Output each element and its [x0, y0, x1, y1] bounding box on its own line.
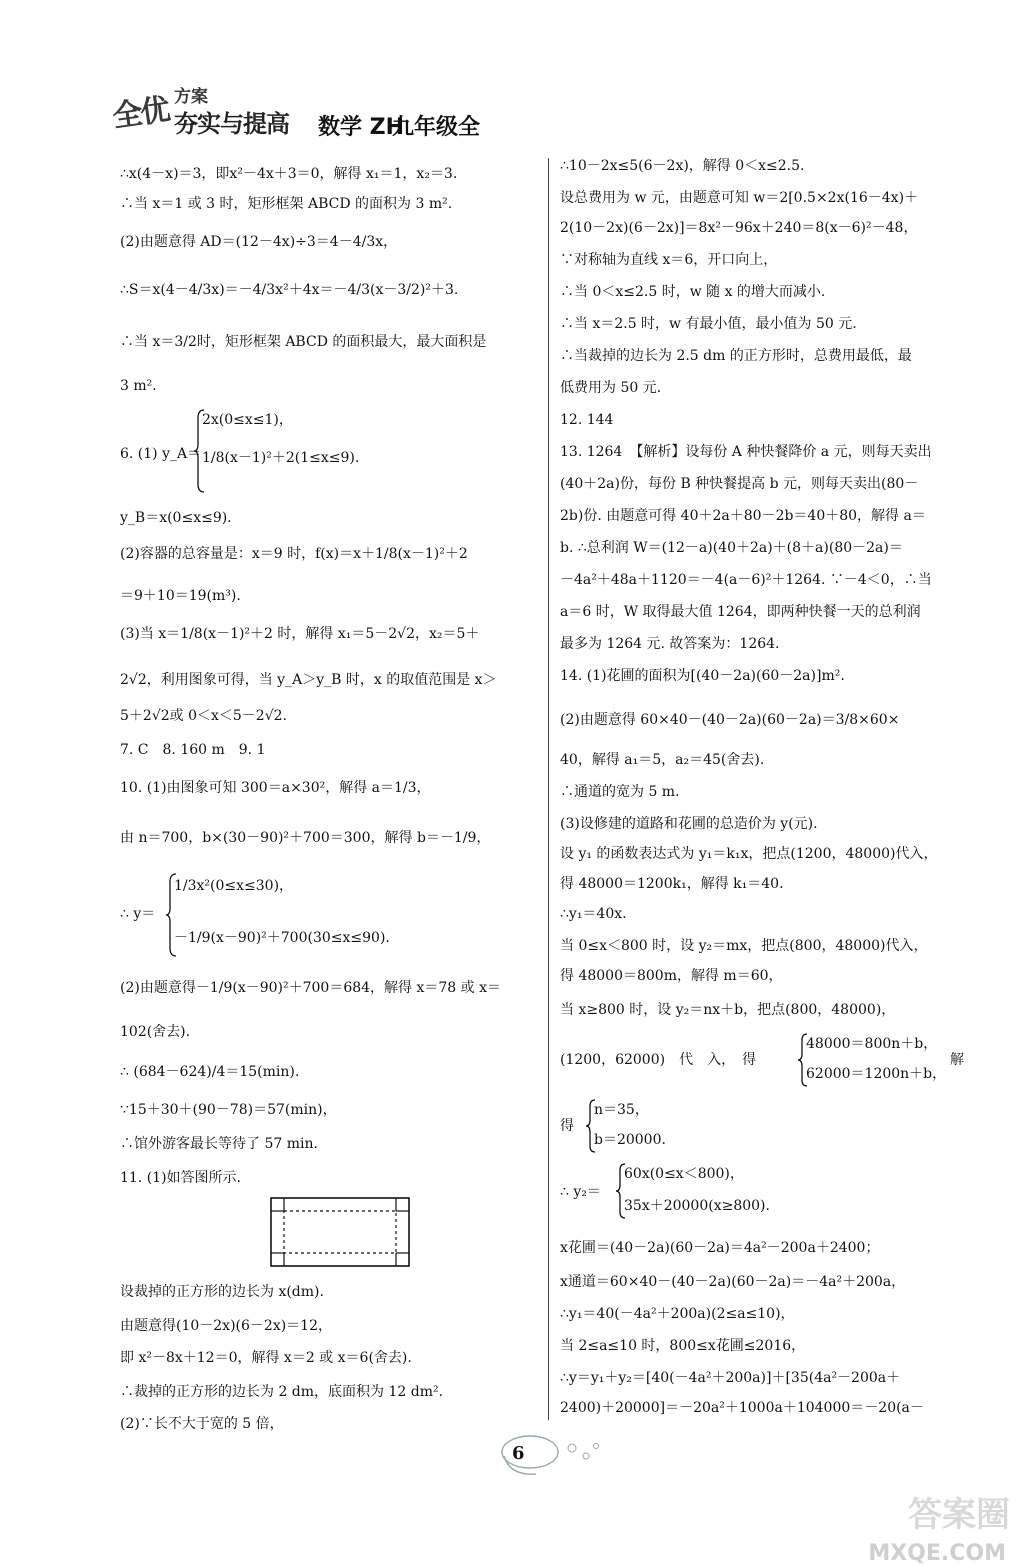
- answer-figure: [270, 1197, 410, 1267]
- answer-line: 最多为 1264 元. 故答案为：1264.: [560, 636, 780, 652]
- site-watermark: 答案圈: [908, 1495, 1010, 1535]
- answer-line: 14. (1)花圃的面积为[(40－2a)(60－2a)]m².: [560, 668, 845, 684]
- answer-line: 102(舍去).: [120, 1024, 191, 1040]
- answer-line: 40，解得 a₁＝5，a₂＝45(舍去).: [560, 752, 765, 768]
- system-eq-2: b＝20000.: [594, 1132, 666, 1148]
- answer-line: 当 x≥800 时，设 y₂＝nx＋b，把点(800，48000)，: [560, 1002, 896, 1018]
- answer-line: 当 2≤a≤10 时，800≤x花圃≤2016，: [560, 1338, 806, 1354]
- answer-line: (2)∵长不大于宽的 5 倍，: [120, 1416, 284, 1432]
- answer-line: 7. C 8. 160 m 9. 1: [120, 742, 266, 758]
- answer-line: x通道＝60×40－(40－2a)(60－2a)＝－4a²＋200a，: [560, 1274, 906, 1290]
- piecewise-case-1: 60x(0≤x＜800)，: [624, 1166, 744, 1182]
- answer-line: 2√2，利用图象可得，当 y_A＞y_B 时，x 的取值范围是 x＞: [120, 672, 497, 688]
- piecewise-label: ∴ y₂＝: [560, 1184, 601, 1200]
- answer-line: 当 0≤x＜800 时，设 y₂＝mx，把点(800，48000)代入，: [560, 938, 928, 954]
- answer-line: ∴S＝x(4－4/3x)＝－4/3x²＋4x＝－4/3(x－3/2)²＋3.: [120, 282, 459, 298]
- answer-line: ∴ (684－624)/4＝15(min).: [120, 1064, 300, 1080]
- answer-line: 得 48000＝800m，解得 m＝60，: [560, 968, 783, 984]
- system-eq-2: 62000＝1200n＋b，: [806, 1066, 947, 1082]
- answer-line: 5＋2√2或 0＜x＜5－2√2.: [120, 708, 287, 724]
- logo-main-text: 全优: [110, 92, 171, 135]
- answer-line: 2b)份. 由题意可得 40＋2a＋80－2b＝40＋80，解得 a＝: [560, 508, 926, 524]
- answer-line: 设裁掉的正方形的边长为 x(dm).: [120, 1284, 324, 1300]
- book-grade: 九年级全: [392, 115, 481, 140]
- answer-line: (1200，62000) 代 入， 得: [560, 1052, 757, 1068]
- book-subject: 数学 ZH: [318, 115, 405, 140]
- answer-line: (2)由题意得－1/9(x－90)²＋700＝684，解得 x＝78 或 x＝: [120, 980, 502, 996]
- answer-line: b. ∴总利润 W＝(12－a)(40＋2a)＋(8＋a)(80－2a)＝: [560, 540, 903, 556]
- brace-icon: [798, 1032, 808, 1088]
- answer-line: (40＋2a)份，每份 B 种快餐提高 b 元，则每天卖出(80－: [560, 476, 919, 492]
- answer-line: ∴y₁＝40(－4a²＋200a)(2≤a≤10)，: [560, 1306, 795, 1322]
- answer-line: 由 n＝700，b×(30－90)²＋700＝300，解得 b＝－1/9，: [120, 830, 491, 846]
- answer-line: 得 48000＝1200k₁，解得 k₁＝40.: [560, 876, 784, 892]
- answer-line: (2)由题意得 AD＝(12－4x)÷3＝4－4/3x，: [120, 234, 398, 250]
- answer-line: 得: [560, 1118, 574, 1134]
- answer-line: 13. 1264 【解析】设每份 A 种快餐降价 a 元，则每天卖出: [560, 444, 932, 460]
- answer-line: ∴10－2x≤5(6－2x)，解得 0＜x≤2.5.: [560, 158, 805, 174]
- answer-line: ∴当 0＜x≤2.5 时，w 随 x 的增大而减小.: [560, 284, 826, 300]
- piecewise-case-1: 1/3x²(0≤x≤30)，: [174, 878, 294, 894]
- answer-line: y_B＝x(0≤x≤9).: [120, 510, 232, 526]
- piecewise-case-2: －1/9(x－90)²＋700(30≤x≤90).: [174, 930, 390, 946]
- system-eq-1: 48000＝800n＋b，: [806, 1036, 938, 1052]
- column-divider: [548, 158, 549, 1420]
- answer-line: 低费用为 50 元.: [560, 380, 662, 396]
- answer-line: ∴当 x＝3/2时，矩形框架 ABCD 的面积最大，最大面积是: [120, 334, 487, 350]
- answer-line: 即 x²－8x＋12＝0，解得 x＝2 或 x＝6(舍去).: [120, 1350, 412, 1366]
- system-eq-1: n＝35，: [594, 1102, 649, 1118]
- answer-line: 11. (1)如答图所示.: [120, 1170, 241, 1186]
- piecewise-case-1: 2x(0≤x≤1)，: [202, 412, 293, 428]
- answer-line: 10. (1)由图象可知 300＝a×30²，解得 a＝1/3，: [120, 780, 431, 796]
- answer-line: ∴当 x＝2.5 时，w 有最小值，最小值为 50 元.: [560, 316, 857, 332]
- brace-icon: [586, 1098, 596, 1154]
- series-logo: [112, 82, 302, 138]
- answer-line: ∴通道的宽为 5 m.: [560, 784, 680, 800]
- answer-line: x花圃＝(40－2a)(60－2a)＝4a²－200a＋2400；: [560, 1240, 880, 1256]
- answer-line: 解: [950, 1052, 964, 1068]
- answer-line: (3)设修建的道路和花圃的总造价为 y(元).: [560, 816, 818, 832]
- answer-line: －4a²＋48a＋1120＝－4(a－6)²＋1264. ∵－4＜0，∴当: [560, 572, 932, 588]
- answer-line: ∵15＋30＋(90－78)＝57(min)，: [120, 1102, 337, 1118]
- answer-line: ∴y₁＝40x.: [560, 906, 627, 922]
- answer-line: ∴裁掉的正方形的边长为 2 dm，底面积为 12 dm².: [120, 1384, 444, 1400]
- answer-line: ∵对称轴为直线 x＝6，开口向上，: [560, 252, 778, 268]
- brace-icon: [194, 408, 206, 494]
- answer-line: ＝9＋10＝19(m³).: [120, 588, 241, 604]
- answer-line: ∴y＝y₁＋y₂＝[40(－4a²＋200a)]＋[35(4a²－200a＋: [560, 1370, 901, 1386]
- brace-icon: [166, 872, 178, 958]
- answer-line: (3)当 x＝1/8(x－1)²＋2 时，解得 x₁＝5－2√2，x₂＝5＋: [120, 626, 480, 642]
- piecewise-case-2: 1/8(x－1)²＋2(1≤x≤9).: [202, 450, 360, 466]
- answer-line: 设总费用为 w 元，由题意可知 w＝2[0.5×2x(16－4x)＋: [560, 190, 919, 206]
- piecewise-label: ∴ y＝: [120, 906, 156, 922]
- answer-line: (2)容器的总容量是：x＝9 时，f(x)＝x＋1/8(x－1)²＋2: [120, 546, 468, 562]
- piecewise-label: 6. (1) y_A＝: [120, 446, 202, 462]
- answer-line: 2(10－2x)(6－2x)]＝8x²－96x＋240＝8(x－6)²－48，: [560, 220, 918, 236]
- answer-line: 由题意得(10－2x)(6－2x)＝12，: [120, 1318, 332, 1334]
- page-header: [0, 0, 1020, 150]
- logo-sub-text-1: 方案: [174, 87, 208, 107]
- page-number: 6: [512, 1443, 525, 1464]
- answer-line: 设 y₁ 的函数表达式为 y₁＝k₁x，把点(1200，48000)代入，: [560, 846, 938, 862]
- answer-line: (2)由题意得 60×40－(40－2a)(60－2a)＝3/8×60×: [560, 712, 900, 728]
- brace-icon: [616, 1162, 626, 1220]
- answer-line: ∴馆外游客最长等待了 57 min.: [120, 1136, 318, 1152]
- site-watermark-url: MXQE.COM: [868, 1541, 1006, 1566]
- answer-line: ∴当裁掉的边长为 2.5 dm 的正方形时，总费用最低，最: [560, 348, 912, 364]
- piecewise-case-2: 35x＋20000(x≥800).: [624, 1198, 770, 1214]
- answer-line: ∴当 x＝1 或 3 时，矩形框架 ABCD 的面积为 3 m².: [120, 196, 453, 212]
- answer-line: 12. 144: [560, 412, 614, 428]
- answer-line: 2400)＋20000]＝－20a²＋1000a＋104000＝－20(a－: [560, 1400, 924, 1416]
- answer-line: 3 m².: [120, 378, 157, 394]
- answer-line: ∴x(4－x)＝3，即x²－4x＋3＝0，解得 x₁＝1，x₂＝3.: [120, 166, 458, 182]
- logo-sub-text-2: 夯实与提高: [174, 110, 289, 138]
- answer-line: a＝6 时，W 取得最大值 1264，即两种快餐一天的总利润: [560, 604, 921, 620]
